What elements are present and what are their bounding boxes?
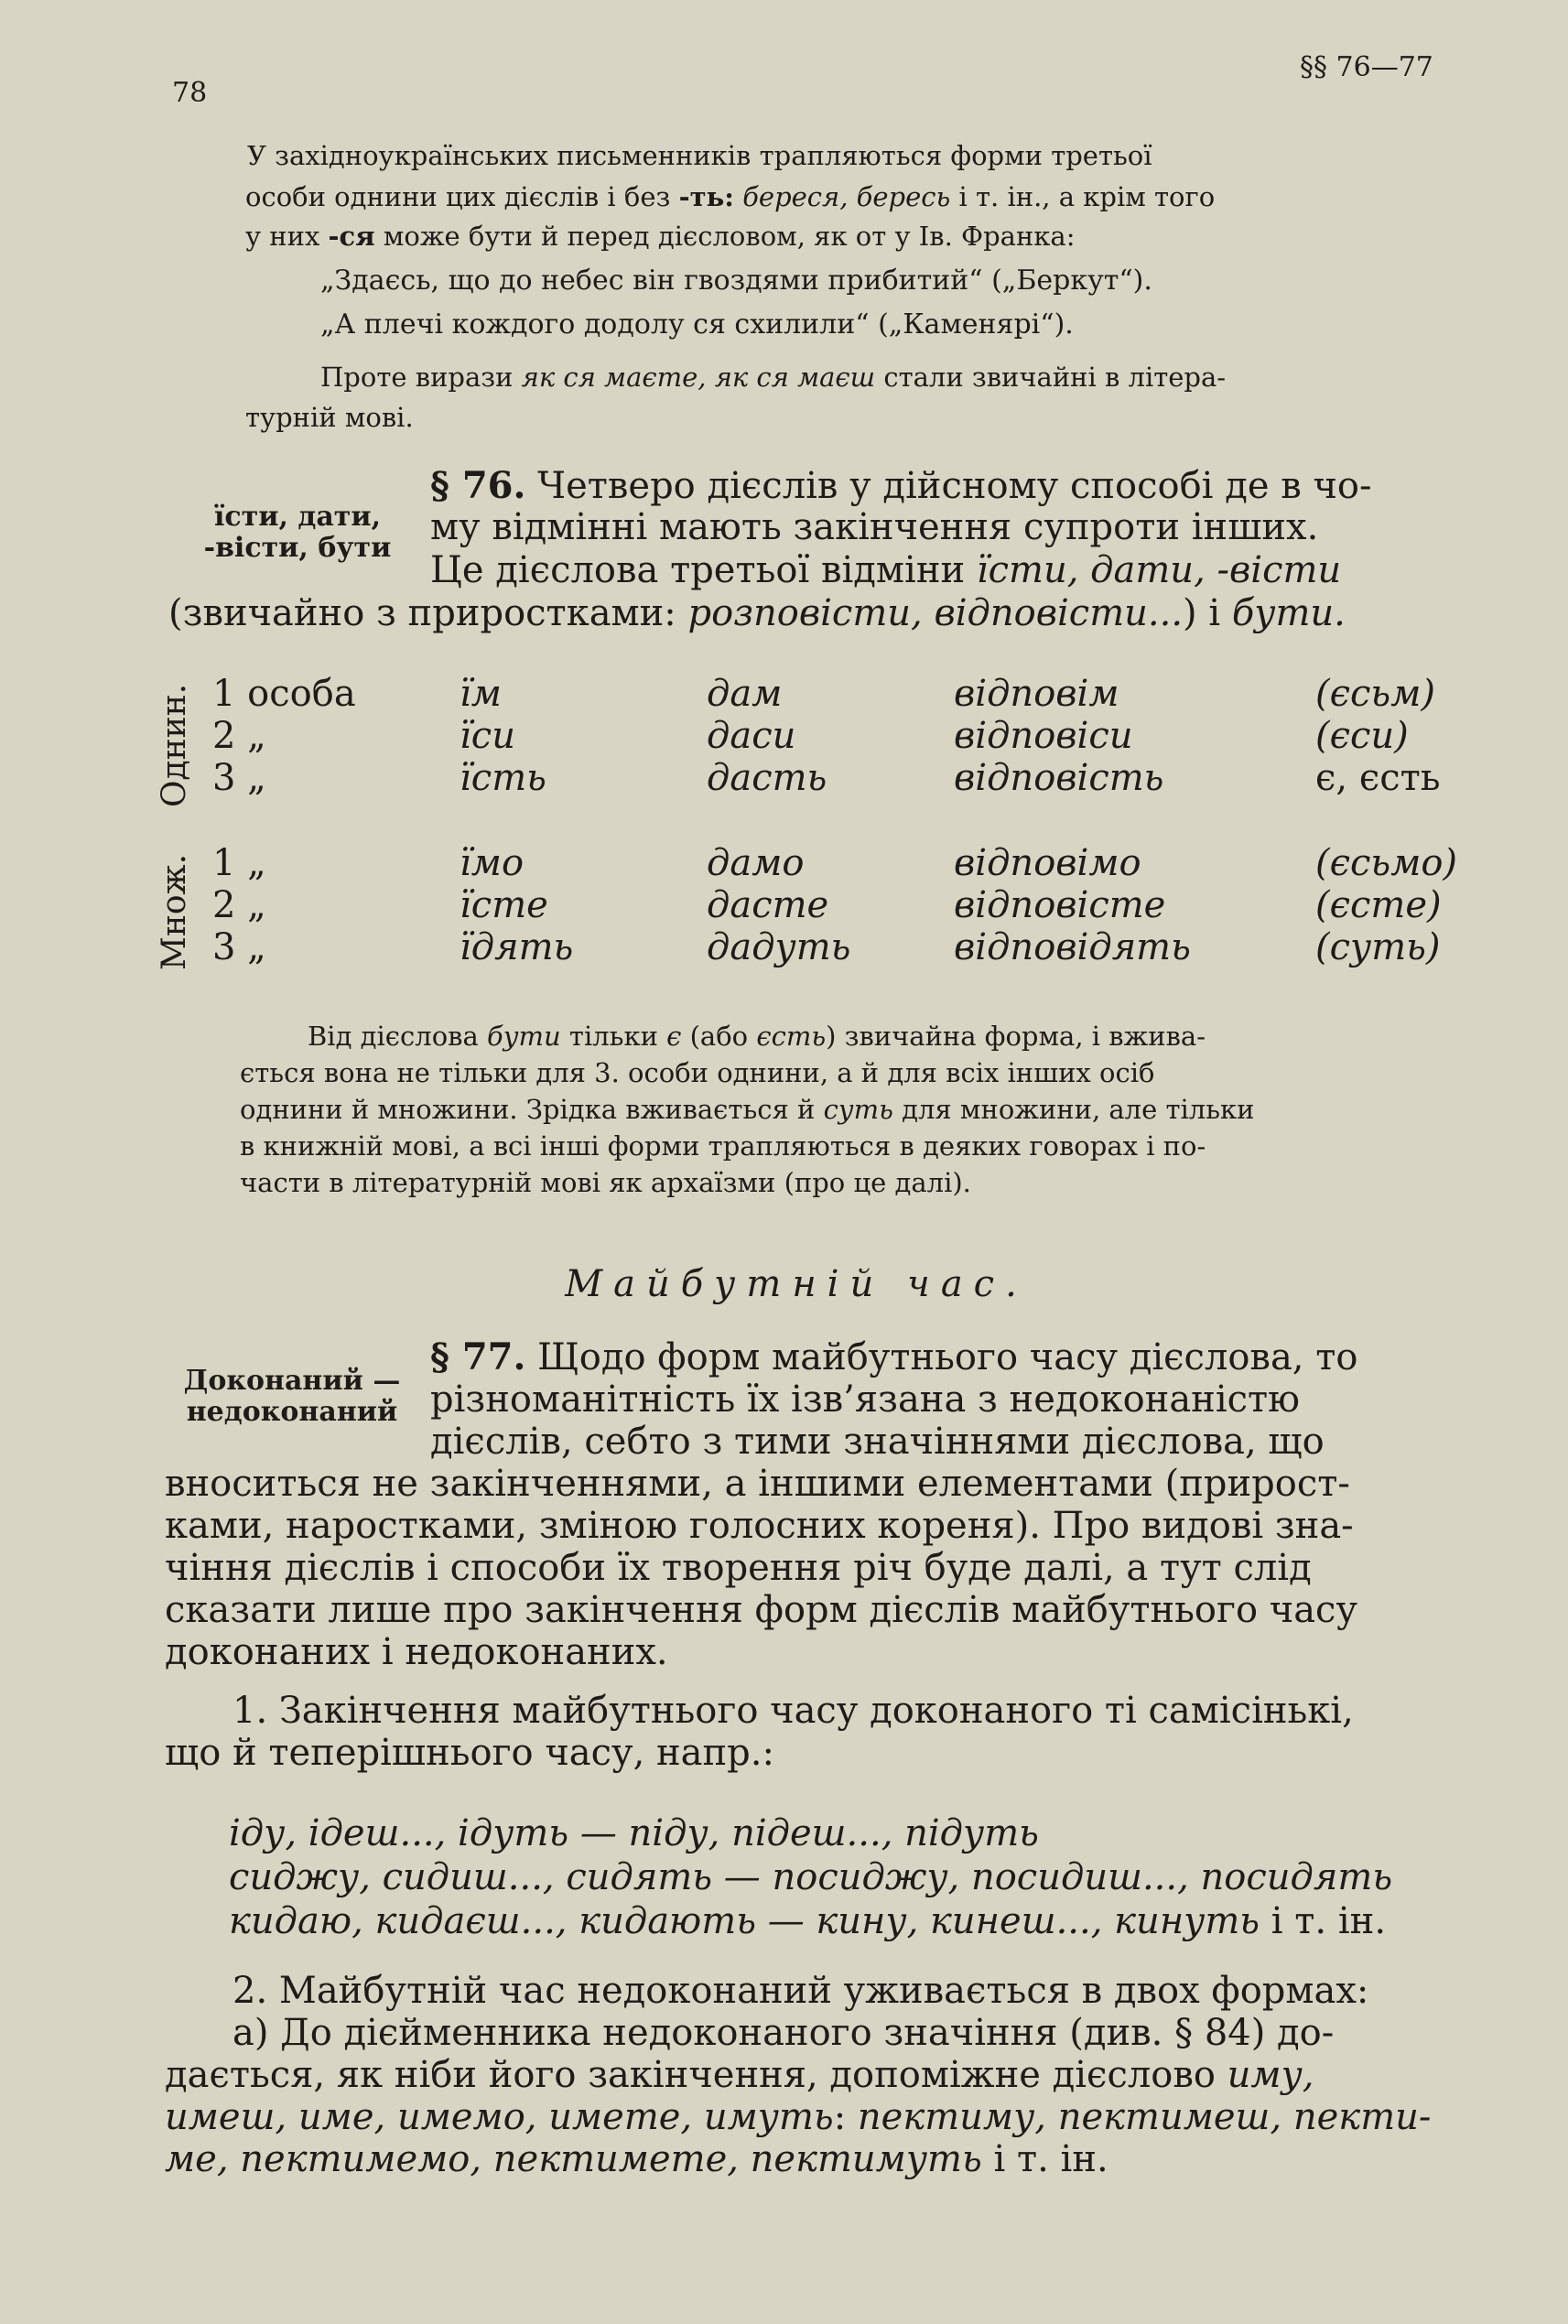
- section-77-line-1: § 77. Щодо форм майбутнього часу дієслова, то: [430, 1335, 1358, 1378]
- intro-line-1: У західноукраїнських письменників трапляються форми третьої: [247, 140, 1152, 171]
- form-vidpovisty: відповіси: [954, 715, 1133, 757]
- person-label: 2 „: [212, 884, 266, 926]
- form-vidpovisty: відповідять: [954, 926, 1191, 968]
- form-buty: (єси): [1315, 715, 1409, 757]
- section-76-line-4: (звичайно з приростками: розповісти, відповісти...) і бути.: [168, 592, 1346, 634]
- point-2-line-5: ме, пектимемо, пектимете, пектимуть і т. ін.: [165, 2138, 1108, 2180]
- form-isty: їдять: [460, 926, 574, 968]
- form-vidpovisty: відповість: [954, 757, 1164, 799]
- point-1-line-1: 1. Закінчення майбутнього часу доконаного ті самісінькі,: [232, 1690, 1354, 1732]
- example-line-2: сиджу, сидиш..., сидять — посиджу, посидиш..., посидять: [229, 1856, 1393, 1898]
- form-isty: їси: [460, 715, 515, 757]
- form-daty: дамо: [707, 842, 805, 884]
- note-line-4: в книжній мові, а всі інші форми трапляються в деяких говорах і по-: [240, 1130, 1206, 1162]
- form-daty: даси: [707, 715, 796, 757]
- form-buty: є, єсть: [1315, 757, 1441, 799]
- person-label: 2 „: [212, 715, 266, 757]
- plural-row: [212, 842, 1498, 884]
- section-76-line-3: Це дієслова третьої відміни їсти, дати, -вісти: [430, 549, 1342, 591]
- point-2-line-3: дається, як ніби його закінчення, допоміжне дієслово иму,: [165, 2054, 1314, 2096]
- form-isty: їм: [460, 673, 502, 715]
- intro-line-2: особи однини цих дієслів і без -ть: берeся, берeсь і т. ін., а крім того: [245, 181, 1216, 212]
- future-tense-heading: Майбутній час.: [565, 1263, 1028, 1305]
- form-buty: (єсьмо): [1315, 842, 1458, 884]
- conjugation-table-plural: [212, 842, 1498, 968]
- form-vidpovisty: відповім: [954, 673, 1119, 715]
- quote-berkut: „Здаєсь, що до небес він гвоздями прибитий“ („Беркут“).: [320, 265, 1152, 297]
- point-2-line-2: а) До дієйменника недоконаного значіння (див. § 84) до-: [232, 2012, 1335, 2054]
- intro-line-4: Проте вирази як ся маєте, як ся маєш стали звичайні в літера-: [320, 362, 1227, 393]
- plural-label: Множ.: [156, 853, 193, 970]
- form-vidpovisty: відповімо: [954, 842, 1141, 884]
- person-label: 3 „: [212, 757, 266, 799]
- form-isty: їмо: [460, 842, 524, 884]
- section-77-line-2: різноманітність їх ізв’язана з недоконаністю: [430, 1378, 1300, 1421]
- singular-row: [212, 673, 1498, 715]
- plural-row: [212, 926, 1498, 968]
- form-daty: дам: [707, 673, 783, 715]
- note-line-5: части в літературній мові як архаїзми (про це далі).: [240, 1167, 971, 1198]
- person-label: 1 „: [212, 842, 266, 884]
- section-77-line-3: дієслів, себто з тими значіннями дієслова, що: [430, 1421, 1325, 1463]
- section-77-line-7: сказати лише про закінчення форм дієслів майбутнього часу: [165, 1589, 1357, 1631]
- singular-row: [212, 715, 1498, 757]
- section-range: §§ 76—77: [1300, 51, 1433, 83]
- example-line-3: кидаю, кидаєш..., кидають — кину, кинеш..., кинуть і т. ін.: [229, 1900, 1387, 1942]
- section-76-line-2: му відмінні мають закінчення супроти інших.: [430, 506, 1319, 548]
- section-77-line-4: вноситься не закінченнями, а іншими елементами (прирост-: [165, 1463, 1350, 1505]
- section-76-margin-note: їсти, дати, -вісти, бути: [203, 501, 392, 564]
- form-vidpovisty: відповісте: [954, 884, 1166, 926]
- form-buty: (єсьм): [1315, 673, 1435, 715]
- intro-line-3: у них -ся може бути й перед дієсловом, як от у Ів. Франка:: [245, 221, 1076, 252]
- point-1-line-2: що й теперішнього часу, напр.:: [165, 1732, 774, 1774]
- point-2-line-4: имеш, име, имемо, имете, имуть: пектиму, пектимеш, пекти-: [165, 2096, 1432, 2138]
- form-buty: (єсте): [1315, 884, 1442, 926]
- quote-kameniari: „А плечі кождого додолу ся схилили“ („Каменярі“).: [320, 308, 1074, 340]
- form-daty: дасть: [707, 757, 827, 799]
- person-label: 1 особа: [212, 673, 356, 715]
- form-isty: їсте: [460, 884, 548, 926]
- section-77-line-5: ками, наростками, зміною голосних кореня). Про видові зна-: [165, 1505, 1354, 1547]
- section-76-line-1: § 76. Четверо дієслів у дійсному способі де в чо-: [430, 464, 1372, 507]
- form-buty: (суть): [1315, 926, 1441, 968]
- point-2-line-1: 2. Майбутній час недоконаний уживається в двох формах:: [232, 1970, 1369, 2012]
- intro-line-5: турній мові.: [245, 402, 414, 433]
- form-daty: дадуть: [707, 926, 851, 968]
- conjugation-table-singular: [212, 673, 1498, 799]
- singular-row: [212, 757, 1498, 799]
- person-label: 3 „: [212, 926, 266, 968]
- note-line-3: однини й множини. Зрідка вживається й суть для множини, але тільки: [240, 1094, 1255, 1125]
- form-isty: їсть: [460, 757, 546, 799]
- example-line-1: іду, ідеш..., ідуть — піду, підеш..., підуть: [229, 1812, 1039, 1854]
- singular-label: Однин.: [156, 683, 193, 807]
- page-number: 78: [172, 77, 208, 109]
- note-line-2: ється вона не тільки для 3. особи однини, а й для всіх інших осіб: [240, 1057, 1155, 1088]
- form-daty: дасте: [707, 884, 829, 926]
- section-77-line-6: чіння дієслів і способи їх творення річ буде далі, а тут слід: [165, 1547, 1312, 1589]
- section-77-line-8: доконаних і недоконаних.: [165, 1631, 668, 1673]
- section-77-margin-note: Доконаний — недоконаний: [183, 1365, 401, 1428]
- note-line-1: Від дієслова бути тільки є (або єсть) звичайна форма, і вжива-: [308, 1021, 1206, 1052]
- plural-row: [212, 884, 1498, 926]
